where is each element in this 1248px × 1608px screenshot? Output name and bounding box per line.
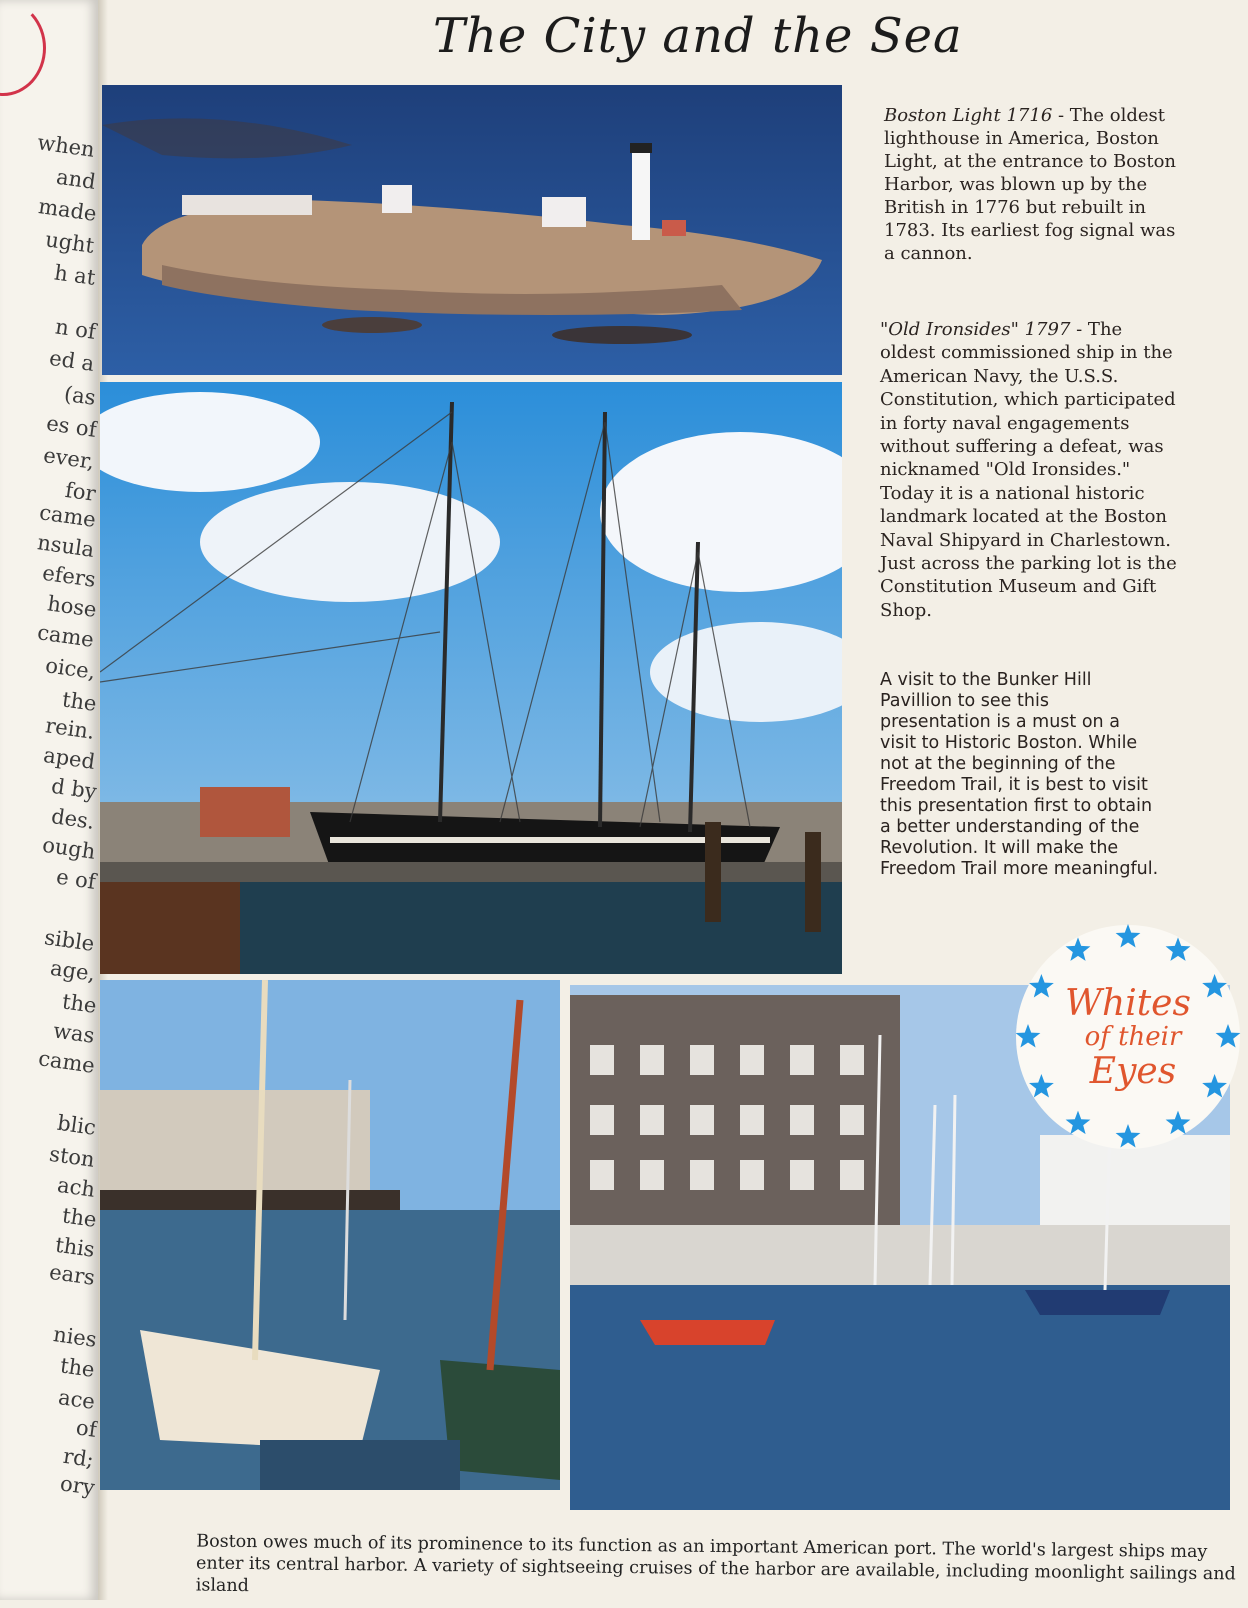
badge-line-2: of their bbox=[1084, 1022, 1182, 1052]
left-page-fragment: es of bbox=[44, 411, 98, 442]
left-page-fragment: came bbox=[38, 500, 98, 532]
bunker-hill-caption bbox=[880, 670, 1160, 880]
uss-constitution-photo bbox=[100, 382, 842, 974]
fishing-boats-photo bbox=[100, 980, 560, 1490]
left-page-fragment: ever, bbox=[41, 443, 96, 474]
old-ironsides-caption-text: - The oldest commissioned ship in the American Navy, the U.S.S. Constitution, which participated in forty naval engagements without suffering a defeat, was nicknamed "Old Ironsides." Today it is a national historic landmark located at the Boston Naval Shipyard in Charlestown. Just across the parking lot is the Constitution Museum and Gift Shop. bbox=[880, 319, 1177, 621]
boston-light-caption-lead: Boston Light 1716 bbox=[884, 105, 1053, 126]
left-page-fragment: nies bbox=[51, 1322, 98, 1352]
left-page-fragment: ught bbox=[43, 227, 96, 258]
left-page-fragment: the bbox=[60, 1203, 98, 1232]
left-page-fragment: des. bbox=[49, 804, 96, 834]
badge-line-3: Eyes bbox=[1089, 1051, 1177, 1092]
boston-light-caption-text: - The oldest lighthouse in America, Boston Light, at the entrance to Boston Harbor, was blown up by the British in 1776 but rebuilt in 1783. Its earliest fog signal was a cannon. bbox=[884, 105, 1177, 264]
left-page-fragment: when bbox=[35, 130, 96, 162]
page-title: The City and the Sea bbox=[433, 8, 963, 64]
left-page-fragment: was bbox=[51, 1018, 96, 1048]
left-page-fragment: efers bbox=[40, 560, 97, 592]
left-page-fragment: the bbox=[60, 989, 98, 1018]
left-page-fragment: aped bbox=[42, 742, 97, 774]
boston-light-caption bbox=[884, 104, 1184, 265]
left-page-fragment: blic bbox=[56, 1110, 98, 1140]
left-page-fragment: age, bbox=[48, 955, 97, 986]
bunker-hill-caption-text: A visit to the Bunker Hill Pavillion to see this presentation is a must on a visit to Historic Boston. While not at the beginning of the Freedom Trail, it is best to visit this presentation first to obtain a better understanding of the Revolution. It will make the Freedom Trail more meaningful. bbox=[880, 670, 1159, 879]
left-page-fragment: ory bbox=[59, 1471, 97, 1500]
left-page-fragment: d by bbox=[49, 773, 98, 804]
left-page-fragment: for bbox=[63, 477, 97, 506]
left-page-fragment: ed a bbox=[47, 345, 96, 376]
left-page-fragment: came bbox=[36, 620, 96, 652]
boston-light-photo bbox=[102, 85, 842, 375]
left-page-fragment: ough bbox=[40, 832, 97, 864]
whites-of-their-eyes-badge bbox=[988, 915, 1248, 1160]
bottom-paragraph: Boston owes much of its prominence to its function as an important American port. The world's largest ships may enter its central harbor. A variety of sightseeing cruises of the harbor are available, including moonlight sailings and island bbox=[195, 1531, 1236, 1597]
left-page-fragment: the bbox=[58, 1353, 96, 1382]
left-page-fragment: ach bbox=[55, 1172, 97, 1202]
left-page-fragment: h at bbox=[52, 260, 97, 290]
left-page-fragment: came bbox=[37, 1046, 97, 1078]
left-page-fragment: ace bbox=[57, 1385, 97, 1414]
left-page-fragment: the bbox=[60, 687, 98, 716]
badge-line-1: Whites bbox=[1065, 983, 1191, 1024]
left-page-fragment: (as bbox=[62, 381, 97, 410]
left-page-fragment: nsula bbox=[35, 530, 96, 562]
right-page bbox=[108, 0, 1248, 1600]
old-ironsides-caption bbox=[880, 318, 1180, 622]
left-page-fragment: rein. bbox=[43, 713, 96, 744]
left-page-fragment: of bbox=[74, 1415, 98, 1442]
left-page-fragment: rd; bbox=[62, 1443, 96, 1472]
left-page-fragment: ears bbox=[48, 1259, 97, 1290]
red-ink-mark bbox=[0, 0, 46, 96]
left-page-fragment: and bbox=[54, 164, 97, 194]
left-page-fragment: made bbox=[36, 194, 98, 226]
old-ironsides-caption-lead: "Old Ironsides" 1797 bbox=[880, 319, 1071, 340]
left-page-fragment: oice, bbox=[43, 653, 97, 684]
left-page-fragment: hose bbox=[45, 591, 98, 622]
left-page-fragment: this bbox=[53, 1232, 96, 1262]
left-page-fragment: e of bbox=[55, 864, 98, 894]
left-page-fragment: n of bbox=[54, 314, 98, 344]
left-page-edge bbox=[0, 0, 98, 1600]
left-page-fragment: ston bbox=[47, 1141, 96, 1172]
left-page-fragment: sible bbox=[42, 925, 96, 956]
